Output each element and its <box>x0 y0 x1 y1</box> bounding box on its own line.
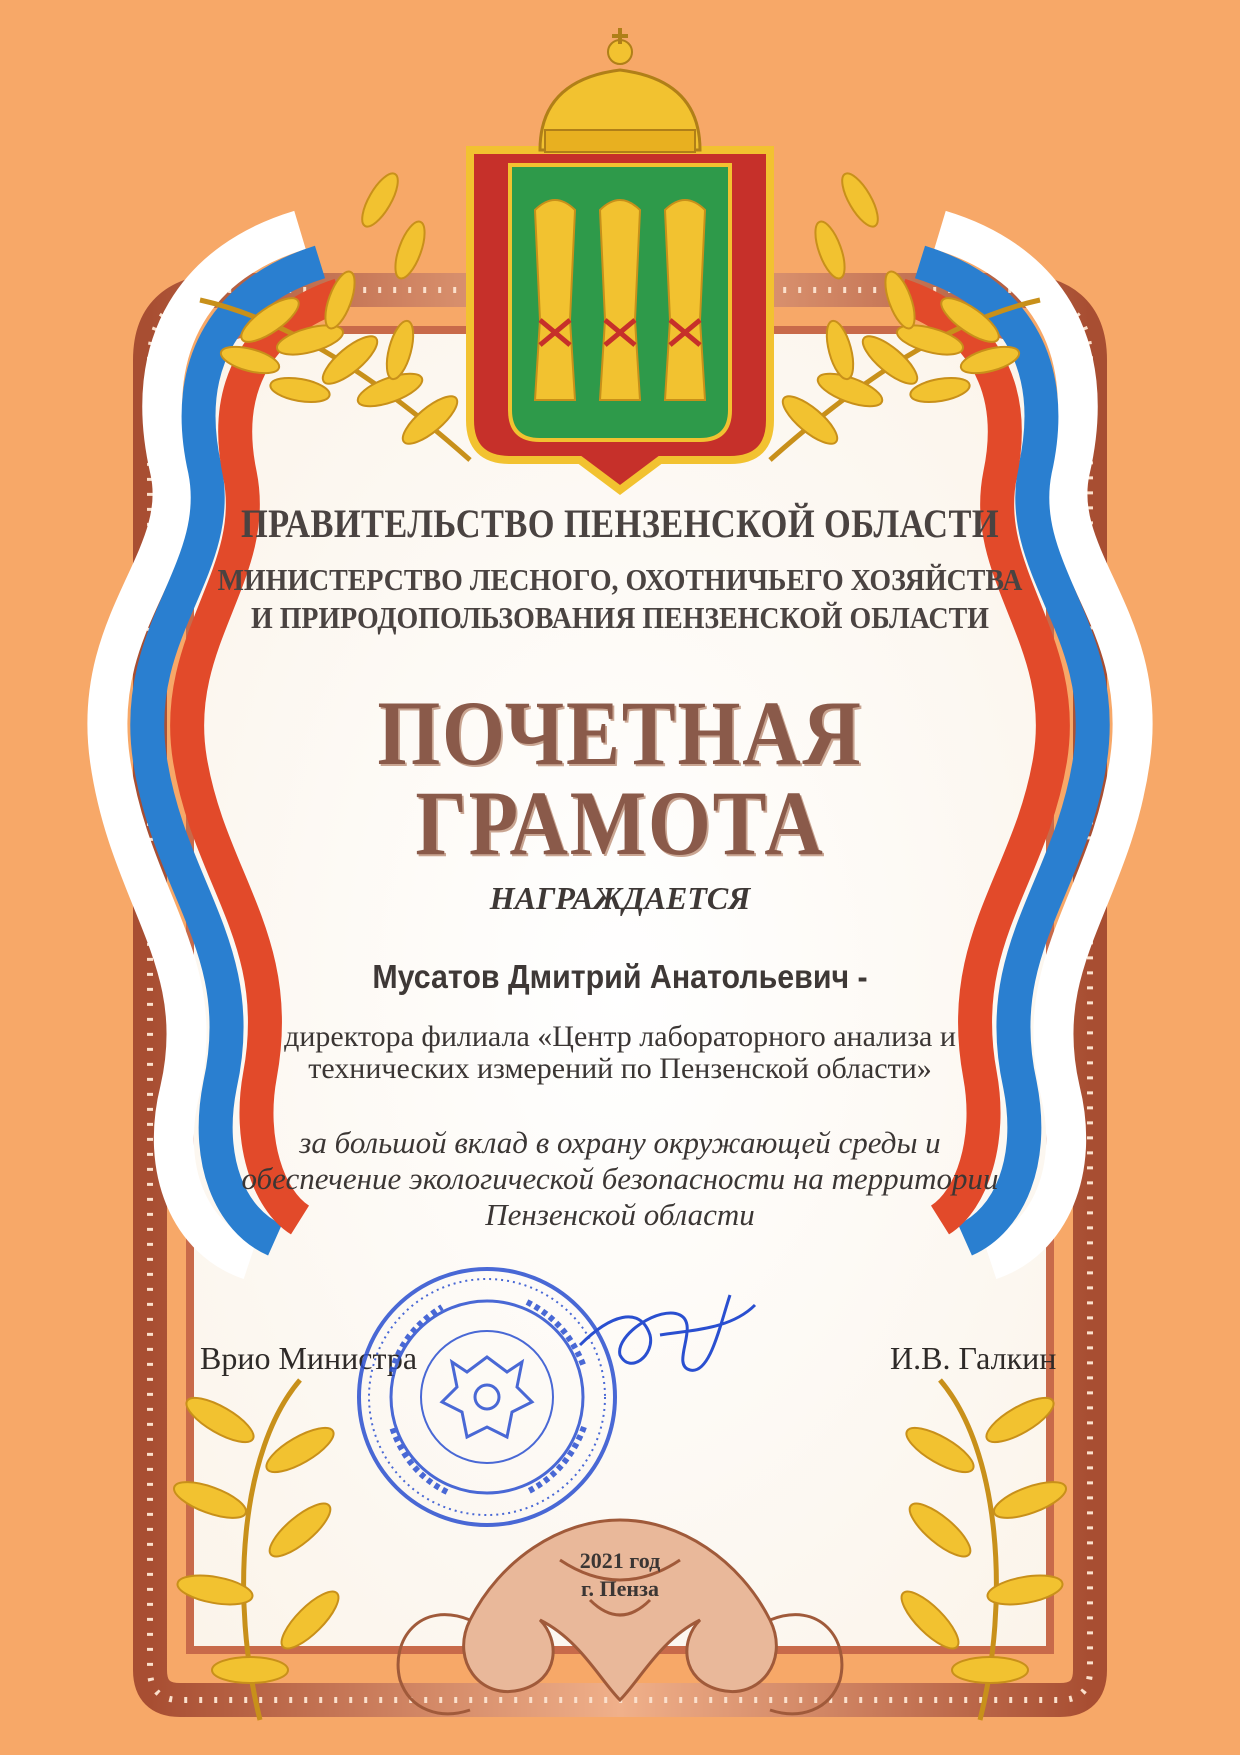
signer-name: И.В. Галкин <box>890 1340 1057 1376</box>
crown-icon <box>540 28 700 152</box>
award-city: г. Пенза <box>581 1576 659 1601</box>
recipient-position-line-1: директора филиала «Центр лабораторного анализа и <box>284 1020 956 1053</box>
award-title-line-1: ПОЧЕТНАЯ <box>377 682 863 784</box>
government-name: ПРАВИТЕЛЬСТВО ПЕНЗЕНСКОЙ ОБЛАСТИ <box>240 501 1000 546</box>
award-title-line-2: ГРАМОТА <box>415 772 825 874</box>
award-reason-line-3: Пензенской области <box>485 1197 755 1232</box>
award-year: 2021 год <box>579 1548 661 1573</box>
recipient-position-line-2: технических измерений по Пензенской области» <box>308 1052 932 1085</box>
award-reason-line-2: обеспечение экологической безопасности на территории <box>241 1161 999 1196</box>
signature-icon <box>560 1275 760 1395</box>
award-reason-line-1: за большой вклад в охрану окружающей среды и <box>299 1125 941 1160</box>
recipient-name: Мусатов Дмитрий Анатольевич - <box>372 958 868 995</box>
ministry-name-line-2: И ПРИРОДОПОЛЬЗОВАНИЯ ПЕНЗЕНСКОЙ ОБЛАСТИ <box>251 600 989 635</box>
signer-title: Врио Министра <box>200 1340 418 1376</box>
coat-of-arms-icon <box>470 150 770 490</box>
ministry-name-line-1: МИНИСТЕРСТВО ЛЕСНОГО, ОХОТНИЧЬЕГО ХОЗЯЙСТВА <box>217 562 1023 597</box>
awarded-label: НАГРАЖДАЕТСЯ <box>489 880 751 916</box>
